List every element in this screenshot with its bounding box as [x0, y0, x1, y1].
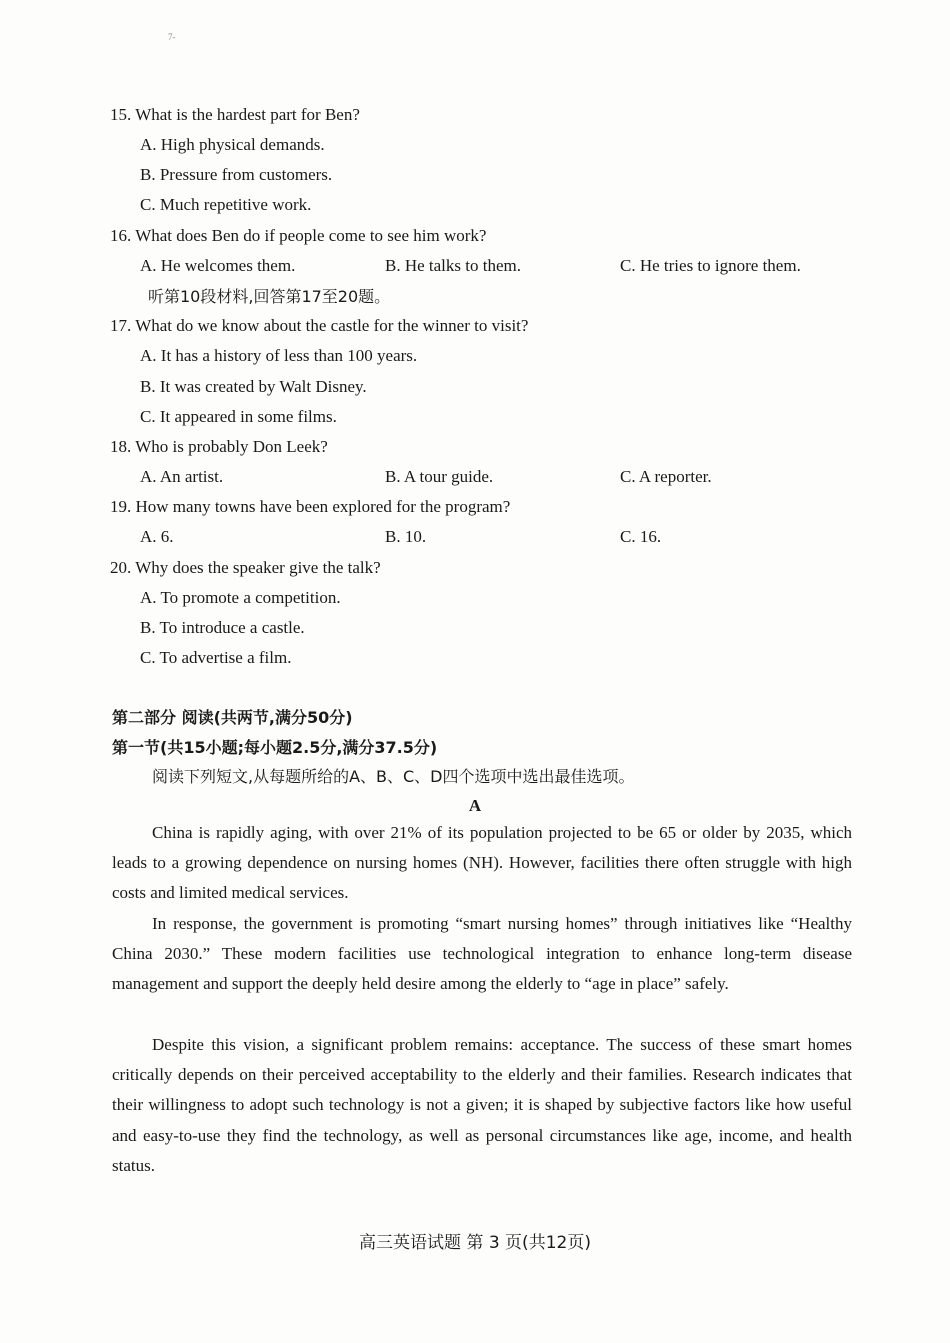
passage-paragraph-2 — [112, 909, 852, 1000]
passage-paragraph-3 — [112, 1030, 852, 1181]
section-1-title: 第一节(共15小题;每小题2.5分,满分37.5分) — [112, 738, 438, 757]
page-footer: 高三英语试题 第 3 页(共12页) — [359, 1233, 591, 1253]
part-2-title: 第二部分 阅读(共两节,满分50分) — [112, 708, 353, 727]
paragraph-3-text: Despite this vision, a significant problem remains: acceptance. The success of these smart homes critically depends on their perceived acceptability to the elderly and their families. Research indicates that their willingness to adopt such technology is not a given; it is shaped by subjective factors like how useful and easy-to-use they find the technology, as well as personal circumstances like age, income, and health status. — [112, 1035, 852, 1175]
q15-option-b: B. Pressure from customers. — [140, 165, 333, 184]
q19-option-c: C. 16. — [620, 527, 662, 546]
paragraph-2-text: In response, the government is promoting “smart nursing homes” through initiatives like “Healthy China 2030.” These modern facilities use technological integration to enhance long-term disease management and support the deeply held desire among the elderly to “age in place” safely. — [112, 914, 852, 994]
question-17: 17. What do we know about the castle for the winner to visit? — [110, 316, 529, 335]
q19-option-b: B. 10. — [385, 527, 427, 546]
q18-option-b: B. A tour guide. — [385, 467, 494, 486]
q16-option-c: C. He tries to ignore them. — [620, 256, 801, 275]
question-16: 16. What does Ben do if people come to see him work? — [110, 226, 487, 245]
q18-option-c: C. A reporter. — [620, 467, 712, 486]
question-18: 18. Who is probably Don Leek? — [110, 437, 328, 456]
question-19: 19. How many towns have been explored for the program? — [110, 497, 511, 516]
q17-option-a: A. It has a history of less than 100 years. — [140, 346, 418, 365]
q16-option-a: A. He welcomes them. — [140, 256, 296, 275]
question-15: 15. What is the hardest part for Ben? — [110, 105, 360, 124]
q20-option-b: B. To introduce a castle. — [140, 618, 305, 637]
q15-option-c: C. Much repetitive work. — [140, 195, 312, 214]
scan-mark: 7- — [168, 32, 176, 42]
section-10-instruction: 听第10段材料,回答第17至20题。 — [148, 287, 391, 306]
q20-option-c: C. To advertise a film. — [140, 648, 292, 667]
q18-option-a: A. An artist. — [140, 467, 224, 486]
q20-option-a: A. To promote a competition. — [140, 588, 341, 607]
q16-option-b: B. He talks to them. — [385, 256, 521, 275]
passage-label: A — [468, 796, 482, 815]
q17-option-c: C. It appeared in some films. — [140, 407, 337, 426]
question-20: 20. Why does the speaker give the talk? — [110, 558, 381, 577]
q17-option-b: B. It was created by Walt Disney. — [140, 377, 367, 396]
q15-option-a: A. High physical demands. — [140, 135, 325, 154]
passage-paragraph-1 — [112, 818, 852, 909]
reading-instructions: 阅读下列短文,从每题所给的A、B、C、D四个选项中选出最佳选项。 — [152, 767, 635, 786]
paragraph-1-text: China is rapidly aging, with over 21% of its population projected to be 65 or older by 2035, which leads to a growing dependence on nursing homes (NH). However, facilities there often struggle with high costs and limited medical services. — [112, 823, 852, 903]
q19-option-a: A. 6. — [140, 527, 174, 546]
